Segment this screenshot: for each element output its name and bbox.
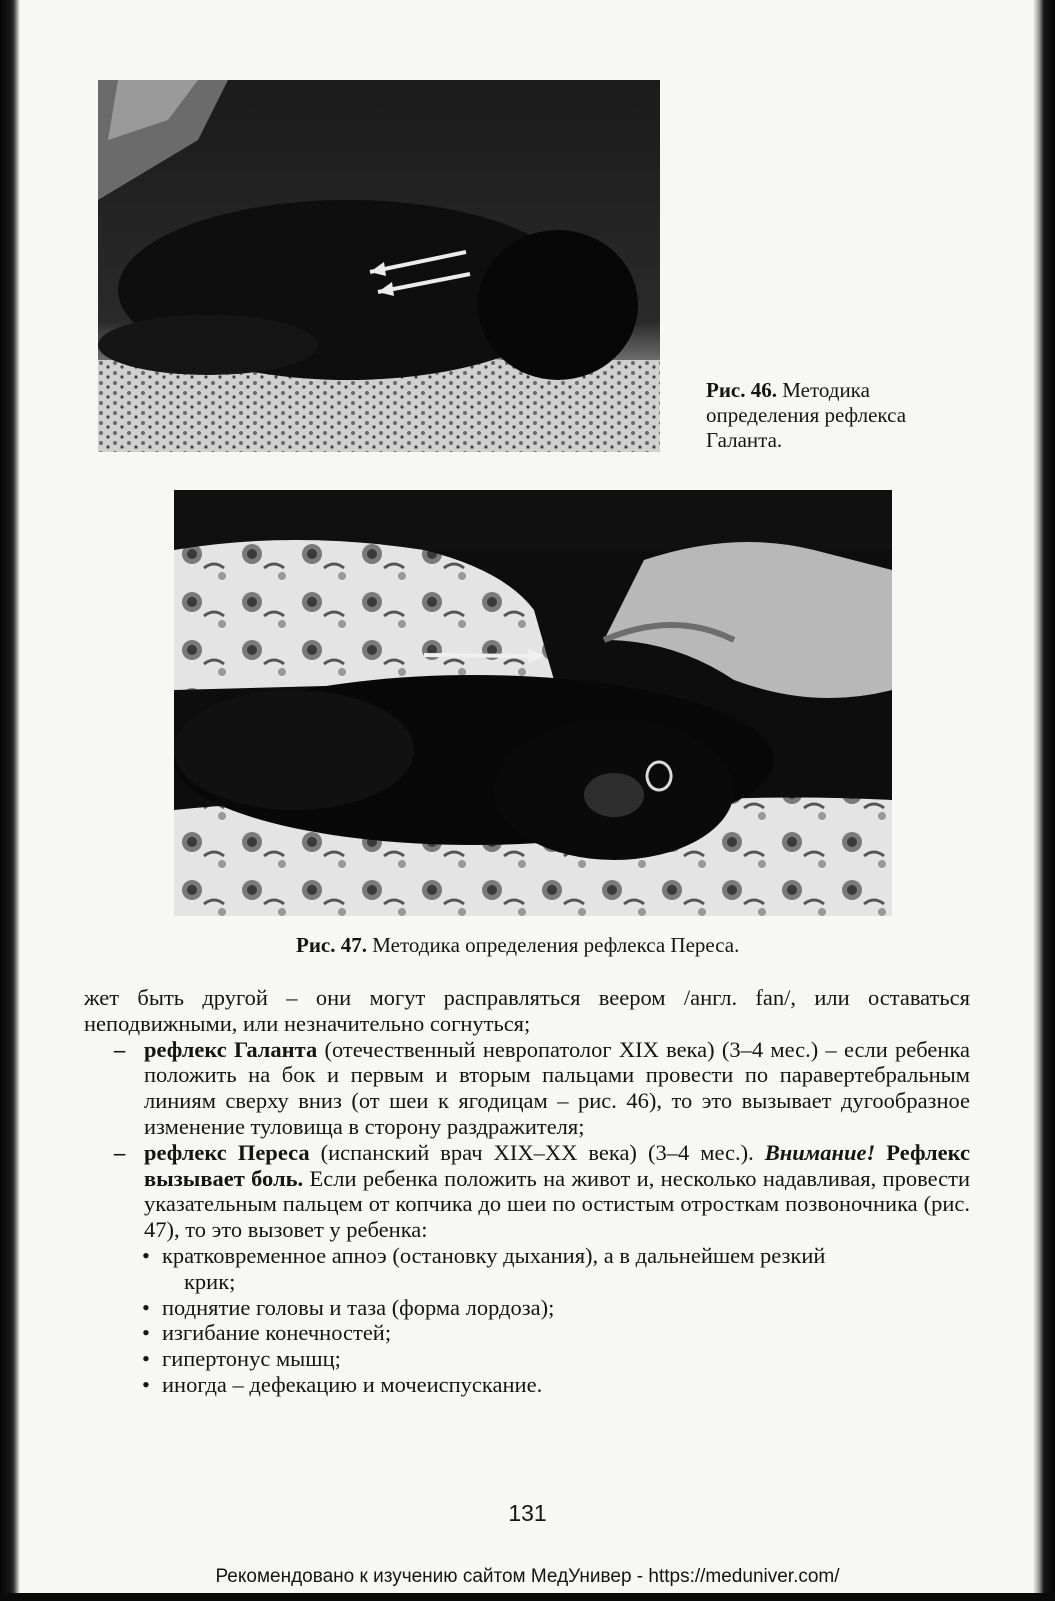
intro-paragraph: жет быть другой – они могут расправляться веером /англ. fan/, или оставаться неподвижными, или незначительно согнуться; — [84, 985, 970, 1036]
figure-47-number: Рис. 47. — [296, 933, 367, 957]
list-item: • кратковременное апноэ (остановку дыхания), а в дальнейшем резкий крик; — [142, 1242, 826, 1294]
reflex-perez-description: Если ребенка положить на живот и, несколько надавливая, провести указательным пальцем от копчика до шеи по остистым отросткам позвоночника (рис. 47), то это вызовет у ребенка: — [144, 1165, 970, 1243]
footer-recommendation: Рекомендовано к изучению сайтом МедУнивер - https://meduniver.com/ — [215, 1566, 840, 1587]
list-item: • изгибание конечностей; — [142, 1320, 392, 1346]
figure-47-caption-text: Методика определения рефлекса Переса. — [372, 933, 740, 957]
reflex-perez-origin: (испанский врач XIX–XX века) (3–4 мес.). — [309, 1139, 765, 1165]
warning-label: Внимание! — [764, 1139, 876, 1165]
bullet-icon: • — [142, 1320, 150, 1346]
book-spine-shadow-right — [1033, 0, 1055, 1601]
list-item: • иногда – дефекацию и мочеиспускание. — [142, 1371, 543, 1397]
figure-46-caption — [706, 378, 946, 453]
list-dash: – — [114, 1139, 126, 1165]
perez-effects-list — [84, 1243, 970, 1398]
body-text — [84, 985, 970, 1398]
figure-46-number: Рис. 46. — [706, 378, 777, 402]
reflex-perez-item — [84, 1140, 970, 1243]
bullet-icon: • — [142, 1242, 150, 1268]
figure-47-photo — [174, 490, 892, 916]
bullet-icon: • — [142, 1294, 150, 1320]
pain-warning: Рефлекс вызывает боль. — [144, 1139, 970, 1191]
figure-46-caption-text: Методика определения рефлекса Галанта. — [706, 378, 907, 452]
reflex-perez-term: рефлекс Переса — [144, 1139, 310, 1165]
reflex-galant-description: (отечественный невропатолог XIX века) (3–4 мес.) – если ребенка положить на бок и первым и вторым пальцами провести по паравертебральным линиям сверху вниз (от шеи к ягодицам – рис. 46), то это вызывает дугообразное изменение туловища в сторону раздражителя; — [144, 1036, 971, 1139]
book-spine-shadow-left — [0, 0, 20, 1601]
list-item: • гипертонус мышц; — [142, 1346, 341, 1372]
reflex-galant-item — [84, 1037, 970, 1140]
page-number: 131 — [508, 1500, 547, 1526]
list-dash: – — [114, 1036, 126, 1062]
figure-46-photo — [98, 80, 660, 452]
reflex-galant-term: рефлекс Галанта — [144, 1036, 318, 1062]
scan-bottom-edge — [0, 1593, 1055, 1601]
bullet-icon: • — [142, 1371, 150, 1397]
figure-47-caption — [296, 933, 856, 958]
list-item: • поднятие головы и таза (форма лордоза); — [142, 1294, 555, 1320]
bullet-icon: • — [142, 1346, 150, 1372]
